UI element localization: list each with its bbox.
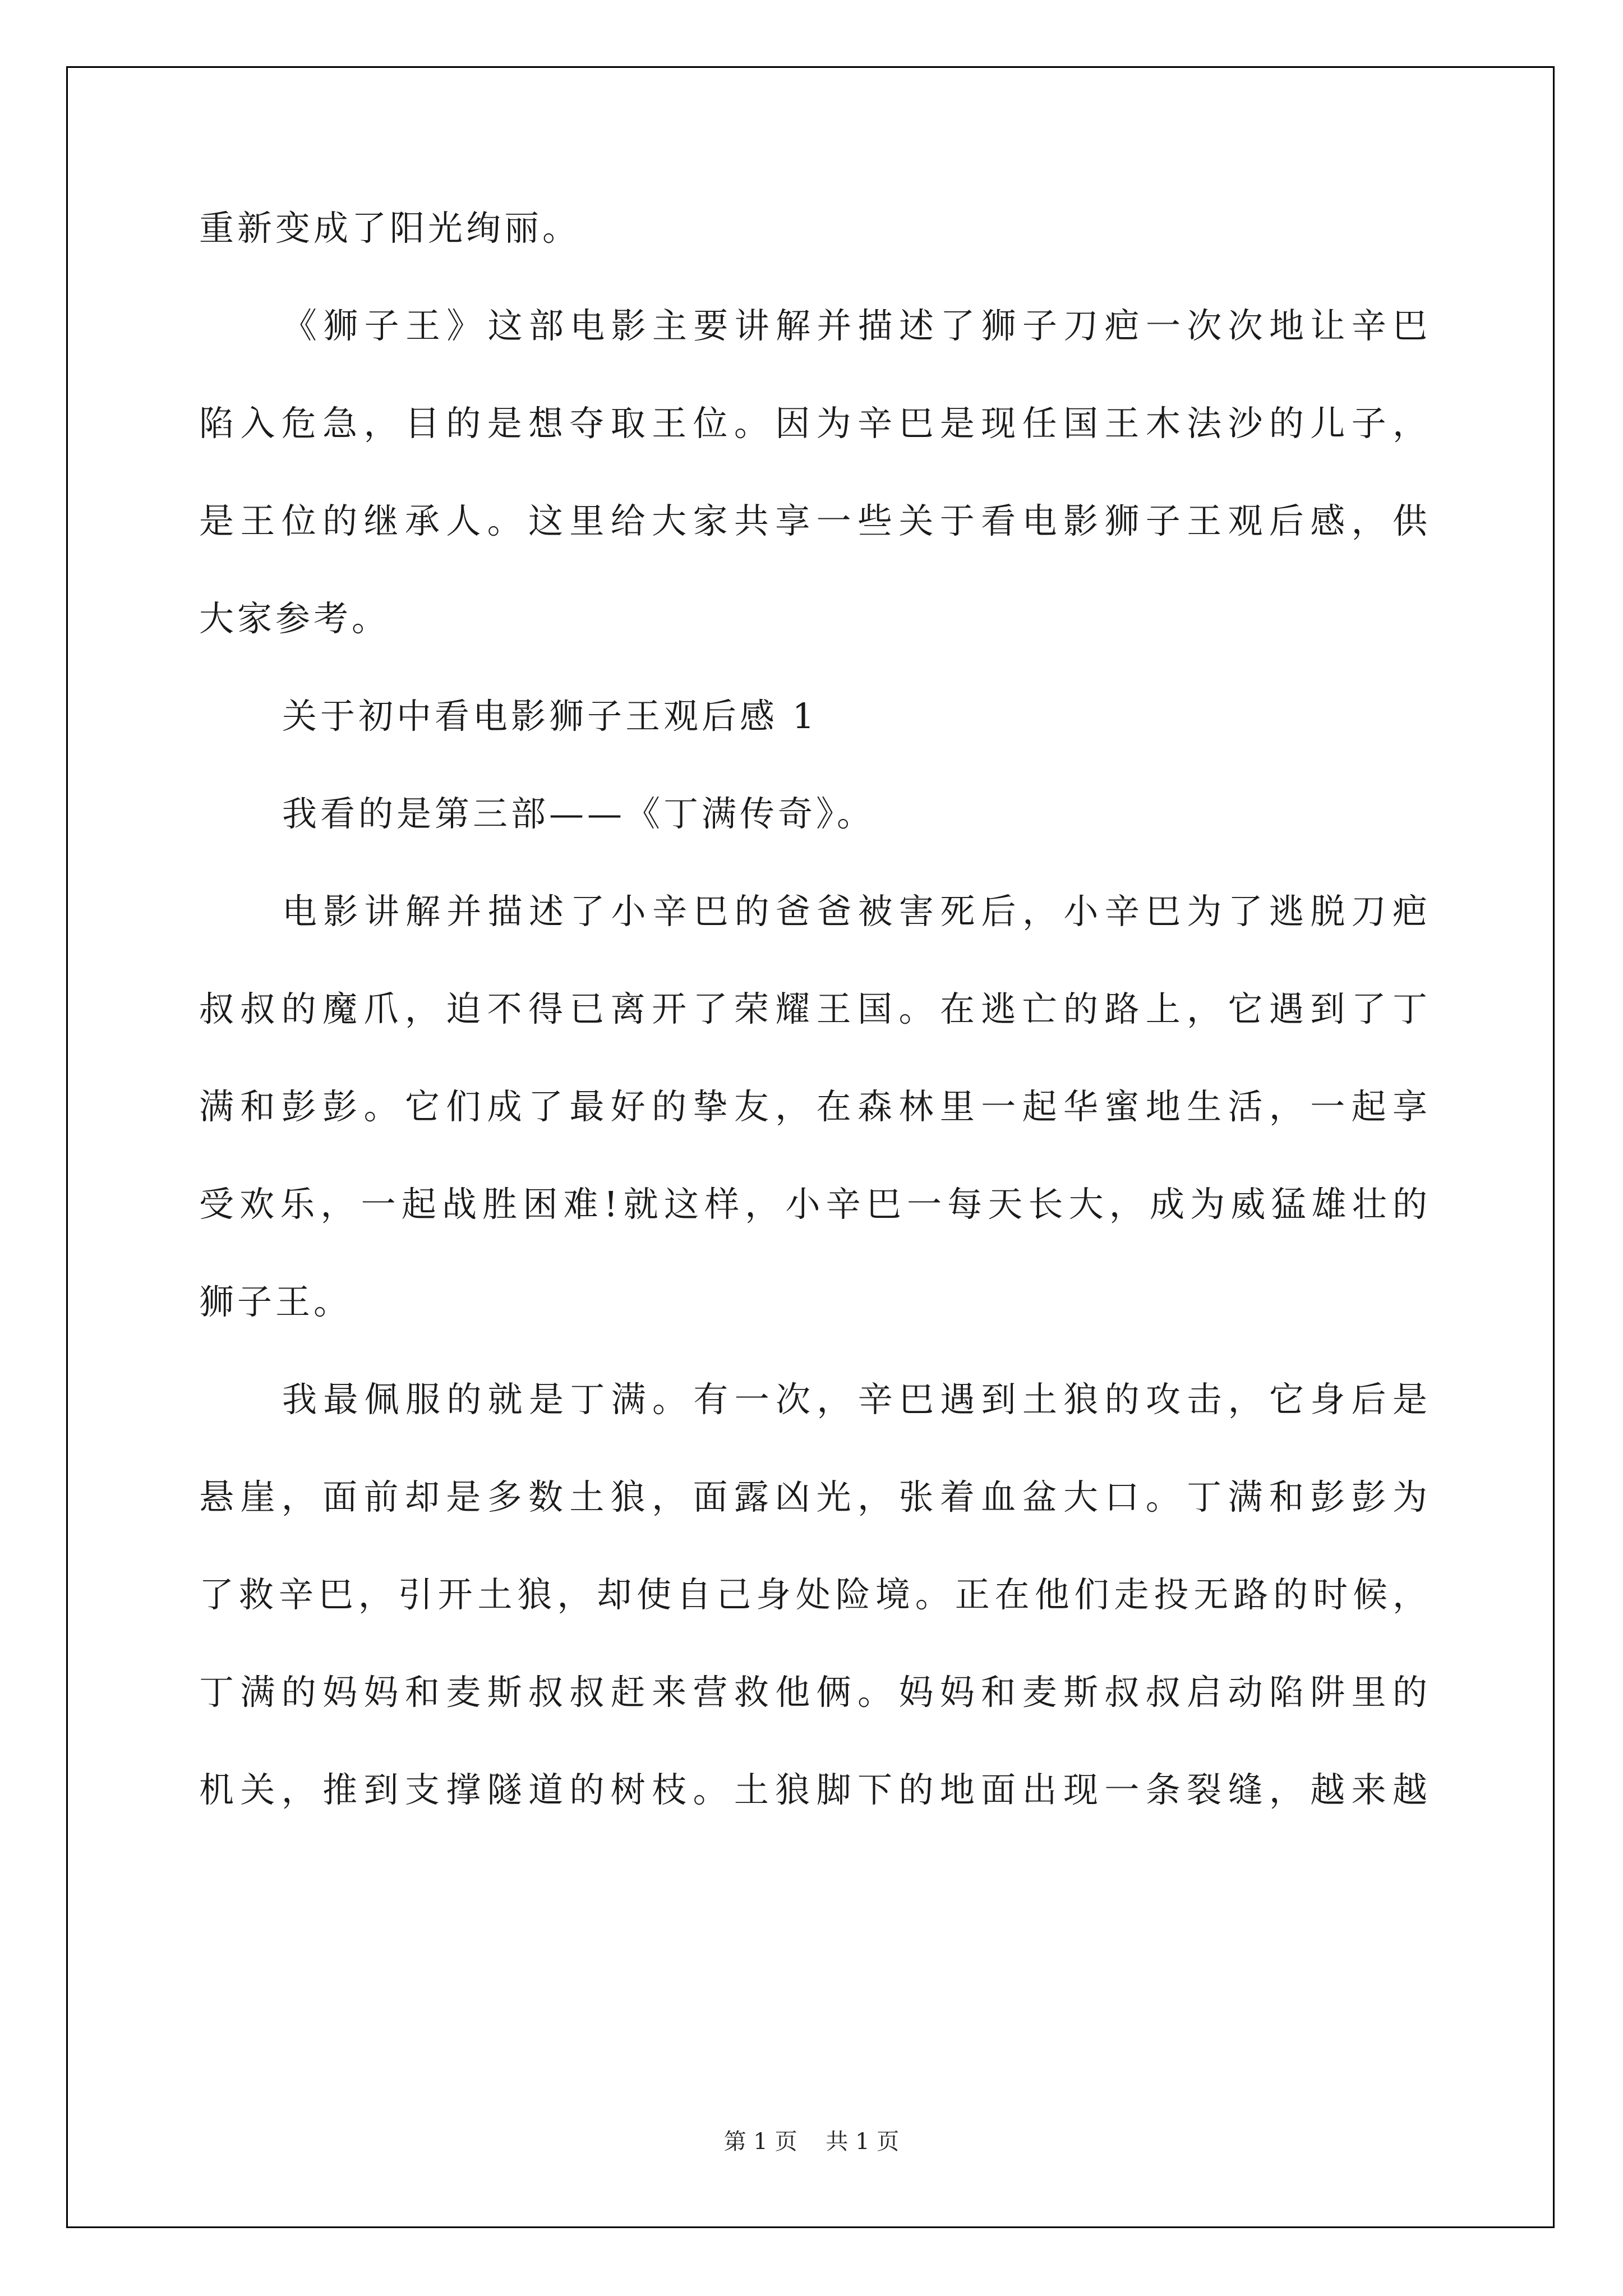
text-line: 丁满的妈妈和麦斯叔叔赶来营救他俩。妈妈和麦斯叔叔启动陷阱里的 xyxy=(199,1672,1427,1713)
text-line: 了救辛巴，引开土狼，却使自己身处险境。正在他们走投无路的时候， xyxy=(199,1574,1427,1615)
text-line: 受欢乐，一起战胜困难!就这样，小辛巴一每天长大，成为威猛雄壮的 xyxy=(199,1184,1427,1225)
text-line: 叔叔的魔爪，迫不得已离开了荣耀王国。在逃亡的路上，它遇到了丁 xyxy=(199,988,1427,1029)
text-line: 狮子王。 xyxy=(199,1281,352,1322)
text-line: 大家参考。 xyxy=(199,598,390,639)
document-body xyxy=(199,202,1427,1861)
text-line: 陷入危急，目的是想夺取王位。因为辛巴是现任国王木法沙的儿子， xyxy=(199,403,1427,444)
text-line: 重新变成了阳光绚丽。 xyxy=(199,208,581,249)
text-line: 我看的是第三部——《丁满传奇》。 xyxy=(282,793,875,834)
text-line: 机关，推到支撑隧道的树枝。土狼脚下的地面出现一条裂缝，越来越 xyxy=(199,1769,1427,1810)
section-heading: 关于初中看电影狮子王观后感 1 xyxy=(282,696,818,737)
page-footer: 第 1 页 共 1 页 xyxy=(723,2129,900,2155)
text-line: 是王位的继承人。这里给大家共享一些关于看电影狮子王观后感，供 xyxy=(199,500,1427,541)
text-line: 电影讲解并描述了小辛巴的爸爸被害死后，小辛巴为了逃脱刀疤 xyxy=(282,891,1427,932)
text-line: 满和彭彭。它们成了最好的挚友，在森林里一起华蜜地生活，一起享 xyxy=(199,1086,1427,1127)
text-line: 悬崖，面前却是多数土狼，面露凶光，张着血盆大口。丁满和彭彭为 xyxy=(199,1476,1427,1517)
text-line: 《狮子王》这部电影主要讲解并描述了狮子刀疤一次次地让辛巴 xyxy=(282,305,1427,346)
text-line: 我最佩服的就是丁满。有一次，辛巴遇到土狼的攻击，它身后是 xyxy=(282,1379,1427,1420)
